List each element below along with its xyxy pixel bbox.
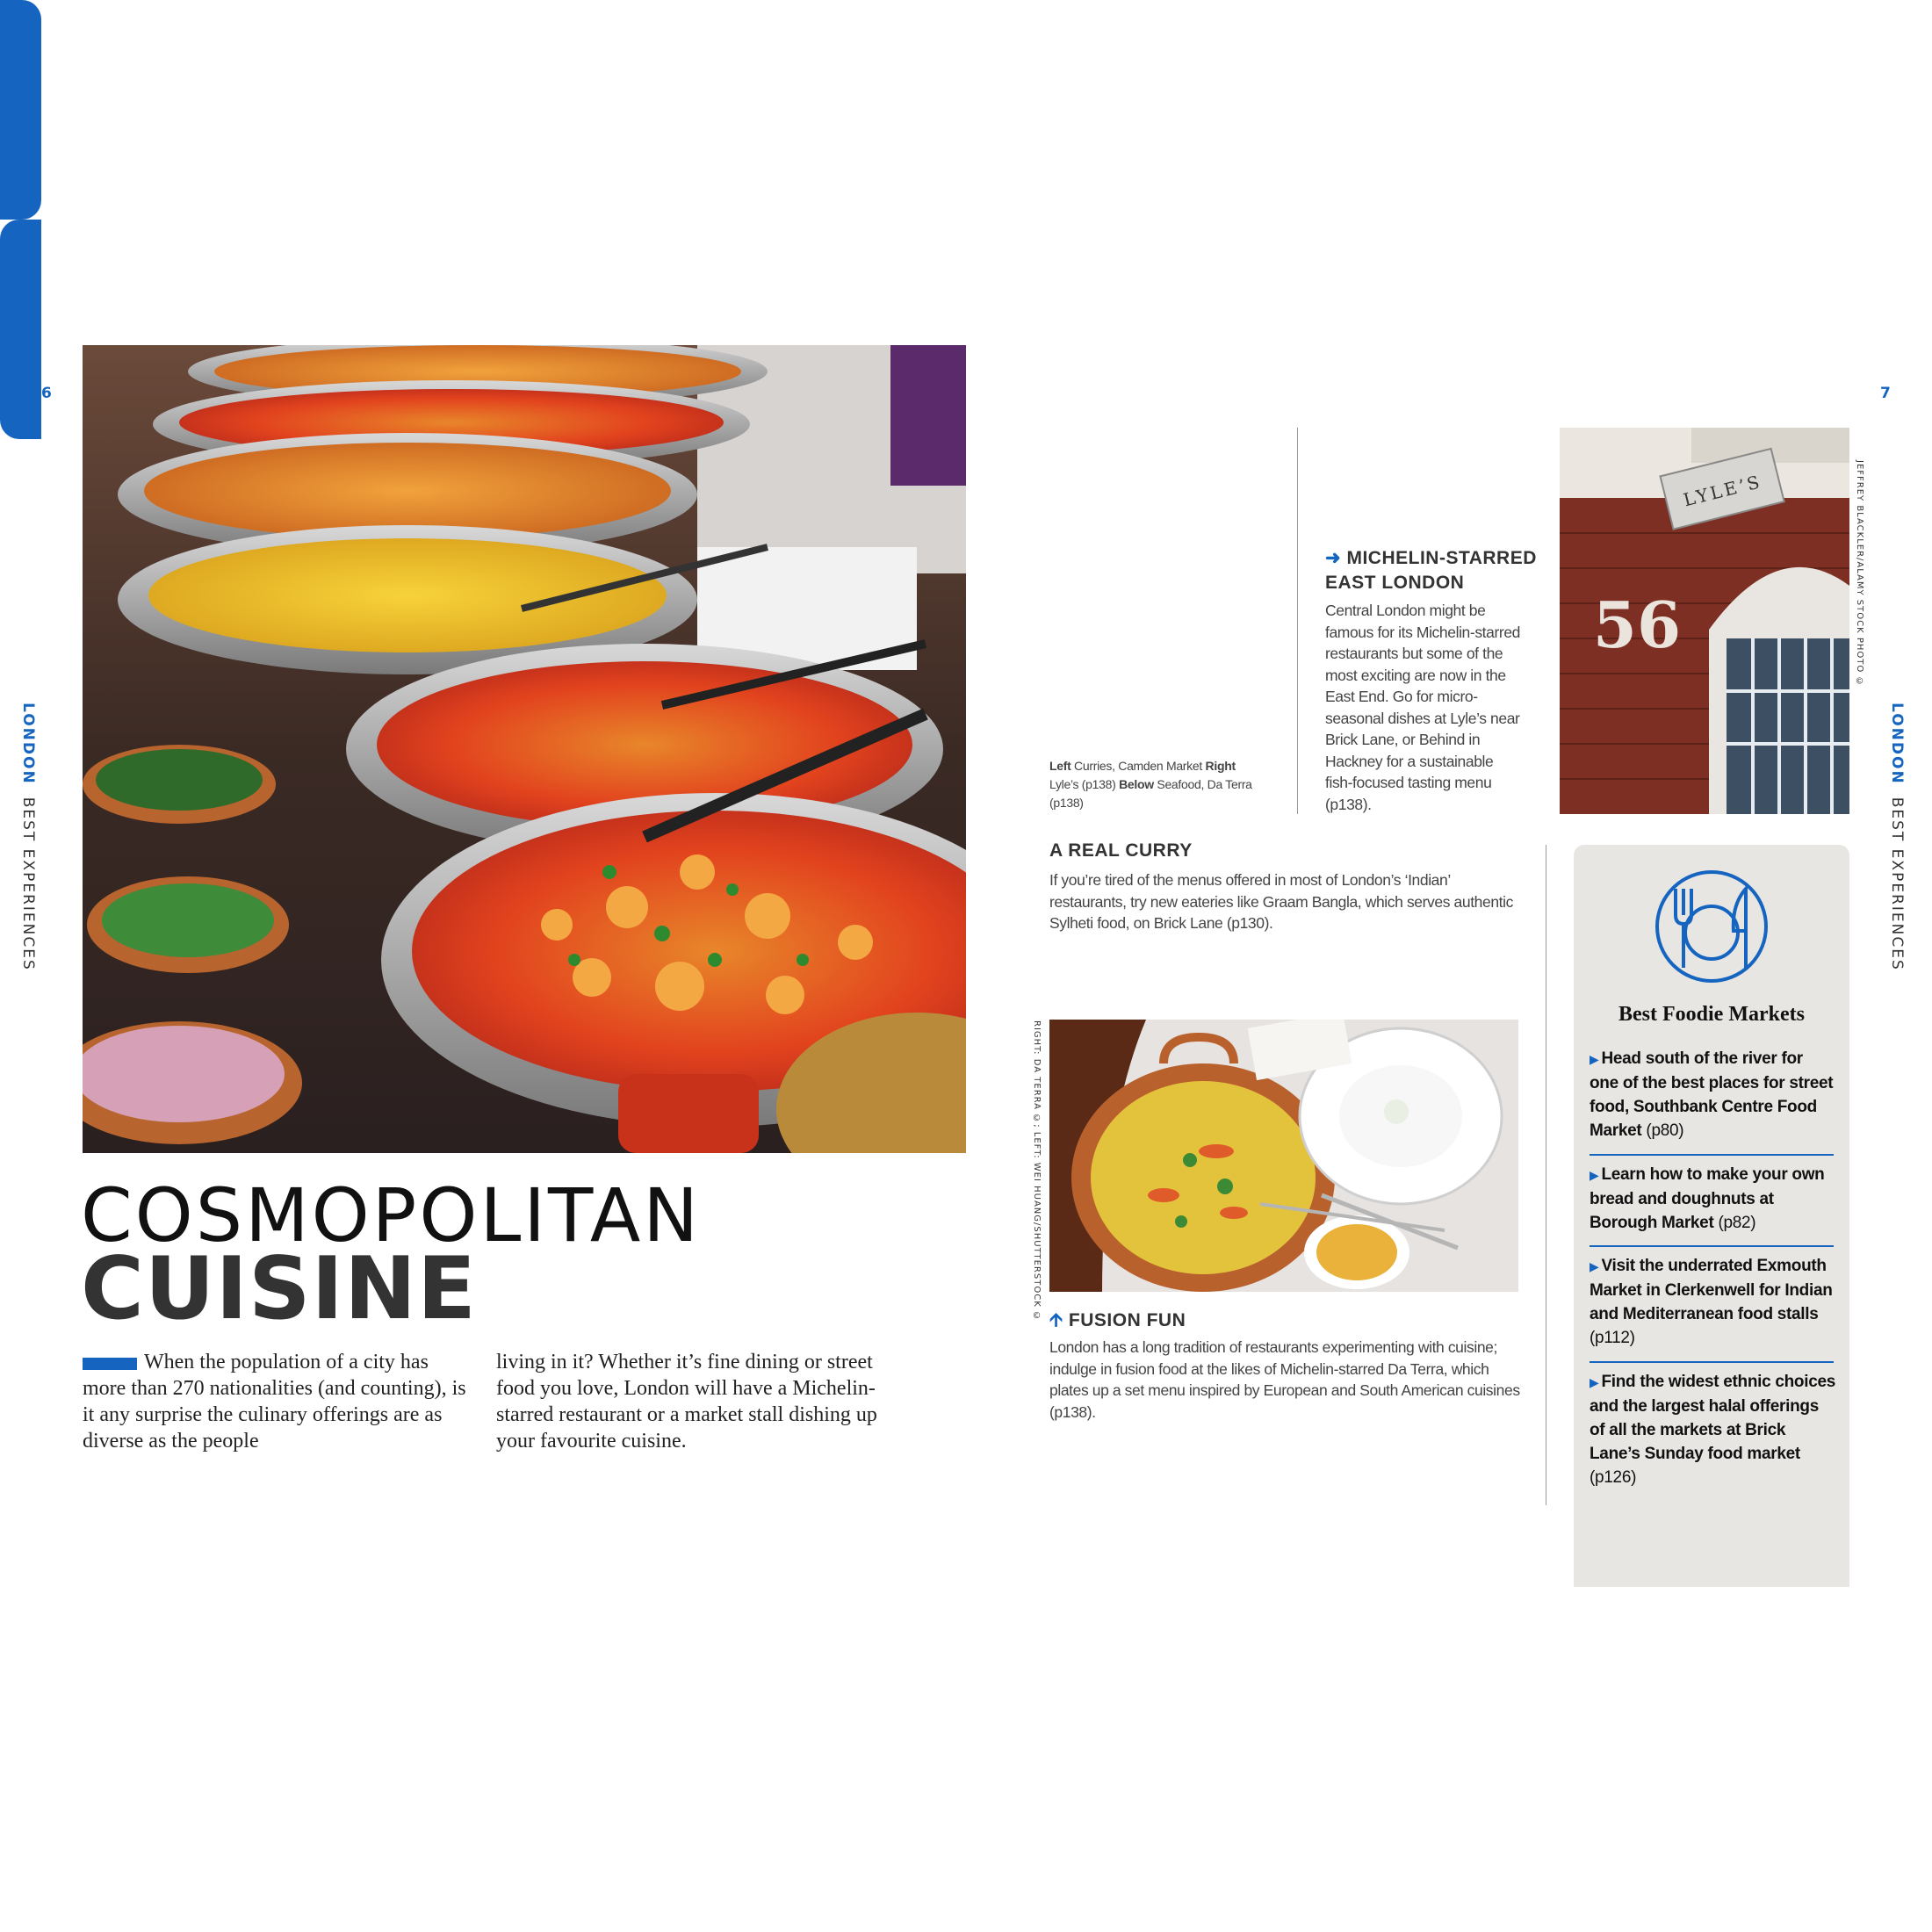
michelin-heading-line2: EAST LONDON (1325, 573, 1465, 593)
intro-column-2 (496, 1349, 887, 1454)
caption-below-text: Seafood, Da Terra (p138) (1049, 777, 1252, 810)
market-separator-2 (1590, 1245, 1834, 1247)
lyles-photo (1560, 428, 1849, 814)
triangle-bullet-icon: ▶ (1590, 1168, 1599, 1182)
side-label-left-bold: LONDON (19, 703, 37, 785)
market-separator-3 (1590, 1361, 1834, 1363)
caption-right-label: Right (1205, 759, 1236, 773)
building-number: 56 (1592, 588, 1682, 662)
side-label-left (19, 703, 37, 971)
market-item-4 (1590, 1370, 1835, 1489)
photo-credit-right: JEFFREY BLACKLER/ALAMY STOCK PHOTO © (1855, 460, 1864, 688)
fusion-heading-text: FUSION FUN (1068, 1310, 1186, 1330)
curries-photo (83, 345, 966, 1153)
caption-right-text: Lyle’s (p138) (1049, 777, 1120, 791)
intro-text-1: When the population of a city has more than 270 nationalities (and counting), is it any surprise the culinary offerings are as diverse as the people (83, 1351, 466, 1453)
market-item-3-text: Visit the underrated Exmouth Market in Clerkenwell for Indian and Mediterranean food stalls (1590, 1257, 1833, 1323)
michelin-heading-line1: MICHELIN-STARRED (1346, 548, 1537, 568)
divider-vertical-1 (1297, 428, 1298, 814)
intro-column-1 (83, 1349, 469, 1454)
triangle-bullet-icon: ▶ (1590, 1052, 1599, 1066)
lyles-photo-art (1560, 428, 1849, 814)
intro-text-2: living in it? Whether it’s fine dining or street food you love, London will have a Michelin-starred restaurant or a market stall dishing up your favourite cuisine. (496, 1351, 877, 1453)
real-curry-body: If you’re tired of the menus offered in most of London’s ‘Indian’ restaurants, try new eateries like Graam Bangla, which serves authentic Sylheti food, on Brick Lane (p130). (1049, 871, 1513, 932)
side-tab-left (0, 0, 41, 220)
title-cuisine: CUISINE (81, 1239, 477, 1339)
photo-caption (1049, 757, 1260, 812)
markets-box-title: Best Foodie Markets (1618, 1003, 1805, 1026)
triangle-bullet-icon: ▶ (1590, 1259, 1599, 1273)
market-item-4-text: Find the widest ethnic choices and the largest halal offerings of all the markets at Brick Lane’s Sunday food market (1590, 1373, 1836, 1463)
market-item-1-text: Head south of the river for one of the best places for street food, Southbank Centre Food Market (1590, 1049, 1834, 1140)
caption-below-label: Below (1119, 777, 1154, 791)
market-item-2-page: (p82) (1713, 1214, 1756, 1232)
page-number-left: 6 (41, 385, 52, 402)
fusion-body: London has a long tradition of restaurants experimenting with cuisine; indulge in fusion food at the likes of Michelin-starred Da Terra, which plates up a set menu inspired by European and South American cuisines (p138). (1049, 1338, 1520, 1421)
michelin-body: Central London might be famous for its Michelin-starred restaurants but some of the most exciting are now in the East End. Go for micro-seasonal dishes at Lyle’s near Brick Lane, or Behind in Hackney for a sustainable fish-focused tasting menu (p138). (1325, 602, 1520, 813)
market-item-2-text: Learn how to make your own bread and doughnuts at Borough Market (1590, 1165, 1825, 1232)
lyles-sign-text: LYLE’S (1681, 471, 1764, 511)
page-number-right: 7 (1880, 385, 1891, 402)
seafood-photo (1049, 1020, 1518, 1292)
side-label-right (1888, 703, 1906, 971)
triangle-bullet-icon: ▶ (1590, 1375, 1599, 1389)
best-foodie-markets-box (1574, 845, 1849, 1587)
curries-photo-art (83, 345, 966, 1153)
market-item-1-page: (p80) (1641, 1121, 1684, 1140)
fusion-heading (1049, 1308, 1186, 1338)
photo-credit-mid: RIGHT: DA TERRA ©; LEFT: WEI HUANG/SHUTTERSTOCK © (1032, 1020, 1042, 1322)
market-separator-1 (1590, 1154, 1834, 1156)
side-label-left-text: BEST EXPERIENCES (19, 797, 37, 971)
title-cosmopolitan: COSMOPOLITAN (81, 1172, 702, 1258)
arrow-right-icon: ➜ (1325, 548, 1342, 568)
real-curry-heading: A REAL CURRY (1049, 840, 1193, 861)
side-label-right-text: BEST EXPERIENCES (1888, 797, 1906, 971)
market-item-4-page: (p126) (1590, 1468, 1637, 1487)
side-label-right-bold: LONDON (1888, 703, 1906, 785)
arrow-up-icon: 🡩 (1049, 1310, 1063, 1330)
market-item-3-page: (p112) (1590, 1329, 1635, 1347)
michelin-heading (1325, 546, 1537, 595)
caption-left-text: Curries, Camden Market (1071, 759, 1206, 773)
side-tab-right (0, 220, 41, 439)
market-item-2 (1590, 1163, 1835, 1235)
market-item-1 (1590, 1047, 1835, 1143)
caption-left-label: Left (1049, 759, 1071, 773)
fork-plate-knife-icon (1654, 869, 1769, 984)
market-item-3 (1590, 1254, 1835, 1350)
seafood-photo-art (1049, 1020, 1518, 1292)
